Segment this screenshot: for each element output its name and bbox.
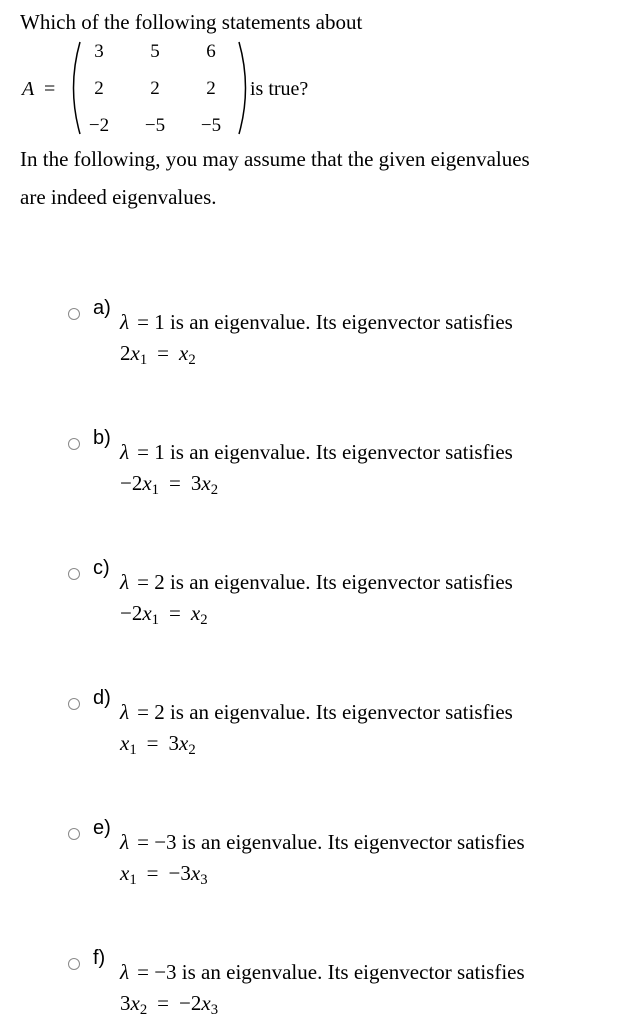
rhs-subscript: 2 xyxy=(188,742,196,758)
lhs-variable: x xyxy=(130,341,140,365)
statement-text: = −3 is an eigenvalue. Its eigenvector satisfies xyxy=(137,960,525,984)
statement-text: = 1 is an eigenvalue. Its eigenvector satisfies xyxy=(137,310,513,334)
eigenvector-condition xyxy=(120,599,208,627)
eigenvector-condition xyxy=(120,729,196,757)
option-statement xyxy=(120,438,513,466)
matrix-cell-r1c3: 6 xyxy=(206,41,216,62)
statement-text: = 2 is an eigenvalue. Its eigenvector satisfies xyxy=(137,570,513,594)
option-statement xyxy=(120,568,513,596)
matrix-cell-r1c2: 5 xyxy=(150,41,160,62)
option-statement xyxy=(120,958,525,986)
statement-text: = 1 is an eigenvalue. Its eigenvector satisfies xyxy=(137,440,513,464)
lhs-coefficient: 2 xyxy=(120,341,131,365)
lhs-variable: x xyxy=(130,991,140,1015)
rhs-coefficient: −2 xyxy=(179,991,202,1015)
rhs-subscript: 2 xyxy=(188,352,196,368)
lhs-coefficient: 3 xyxy=(120,991,131,1015)
matrix-equals: = xyxy=(44,78,56,100)
radio-button[interactable] xyxy=(68,568,80,580)
option-label: a) xyxy=(93,297,111,319)
lambda-symbol: λ xyxy=(120,570,130,594)
rhs-subscript: 2 xyxy=(200,612,208,628)
statement-text: = −3 is an eigenvalue. Its eigenvector satisfies xyxy=(137,830,525,854)
question-note-line2: are indeed eigenvalues. xyxy=(20,185,217,209)
rhs-coefficient: 3 xyxy=(168,731,180,755)
rhs-variable: x xyxy=(179,341,189,365)
radio-button[interactable] xyxy=(68,828,80,840)
option-statement xyxy=(120,828,525,856)
matrix-name: A xyxy=(22,78,35,100)
matrix-cell-r3c2: −5 xyxy=(144,115,166,136)
radio-button[interactable] xyxy=(68,958,80,970)
eigenvector-condition xyxy=(120,859,208,887)
lhs-subscript: 1 xyxy=(129,742,137,758)
option-label: b) xyxy=(93,427,111,449)
option-statement xyxy=(120,308,513,336)
radio-button[interactable] xyxy=(68,308,80,320)
option-statement xyxy=(120,698,513,726)
lhs-variable: x xyxy=(142,471,152,495)
option-label: e) xyxy=(93,817,111,839)
rhs-variable: x xyxy=(201,471,211,495)
equals-sign: = xyxy=(169,601,181,625)
lhs-variable: x xyxy=(120,861,130,885)
equals-sign: = xyxy=(146,861,159,885)
lambda-symbol: λ xyxy=(120,440,130,464)
option-label: f) xyxy=(93,947,106,969)
rhs-subscript: 3 xyxy=(210,1002,219,1018)
option-label: c) xyxy=(93,557,110,579)
matrix-cell-r3c3: −5 xyxy=(200,115,222,136)
lhs-subscript: 1 xyxy=(151,612,160,628)
rhs-subscript: 2 xyxy=(210,482,219,498)
lhs-subscript: 2 xyxy=(139,1002,148,1018)
lhs-subscript: 1 xyxy=(151,482,160,498)
matrix-cell-r2c3: 2 xyxy=(206,78,216,99)
lhs-subscript: 1 xyxy=(139,352,148,368)
question-suffix: is true? xyxy=(250,78,309,100)
matrix-cell-r2c2: 2 xyxy=(150,78,160,99)
matrix-cell-r2c1: 2 xyxy=(94,78,104,99)
eigenvector-condition xyxy=(120,469,218,497)
equals-sign: = xyxy=(169,471,181,495)
rhs-coefficient: −3 xyxy=(168,861,191,885)
lambda-symbol: λ xyxy=(120,310,130,334)
rhs-coefficient: 3 xyxy=(190,471,202,495)
radio-button[interactable] xyxy=(68,698,80,710)
eigenvector-condition xyxy=(120,339,196,367)
equals-sign: = xyxy=(157,341,170,365)
lambda-symbol: λ xyxy=(120,960,130,984)
equals-sign: = xyxy=(146,731,159,755)
lhs-variable: x xyxy=(120,731,130,755)
rhs-variable: x xyxy=(179,731,189,755)
statement-text: = 2 is an eigenvalue. Its eigenvector satisfies xyxy=(137,700,513,724)
radio-button[interactable] xyxy=(68,438,80,450)
lambda-symbol: λ xyxy=(120,700,130,724)
lhs-coefficient: −2 xyxy=(120,601,143,625)
matrix-cell-r1c1: 3 xyxy=(94,41,104,62)
rhs-variable: x xyxy=(190,861,201,885)
lhs-coefficient: −2 xyxy=(120,471,143,495)
equals-sign: = xyxy=(157,991,170,1015)
option-label: d) xyxy=(93,687,111,709)
lhs-subscript: 1 xyxy=(129,872,137,888)
rhs-variable: x xyxy=(201,991,211,1015)
matrix-cell-r3c1: −2 xyxy=(88,115,110,136)
question-note-line1: In the following, you may assume that the given eigenvalues xyxy=(20,147,530,171)
rhs-variable: x xyxy=(190,601,201,625)
rhs-subscript: 3 xyxy=(200,872,208,888)
lambda-symbol: λ xyxy=(120,830,130,854)
eigenvector-condition xyxy=(120,989,218,1017)
question-intro: Which of the following statements about xyxy=(20,10,363,34)
lhs-variable: x xyxy=(142,601,152,625)
